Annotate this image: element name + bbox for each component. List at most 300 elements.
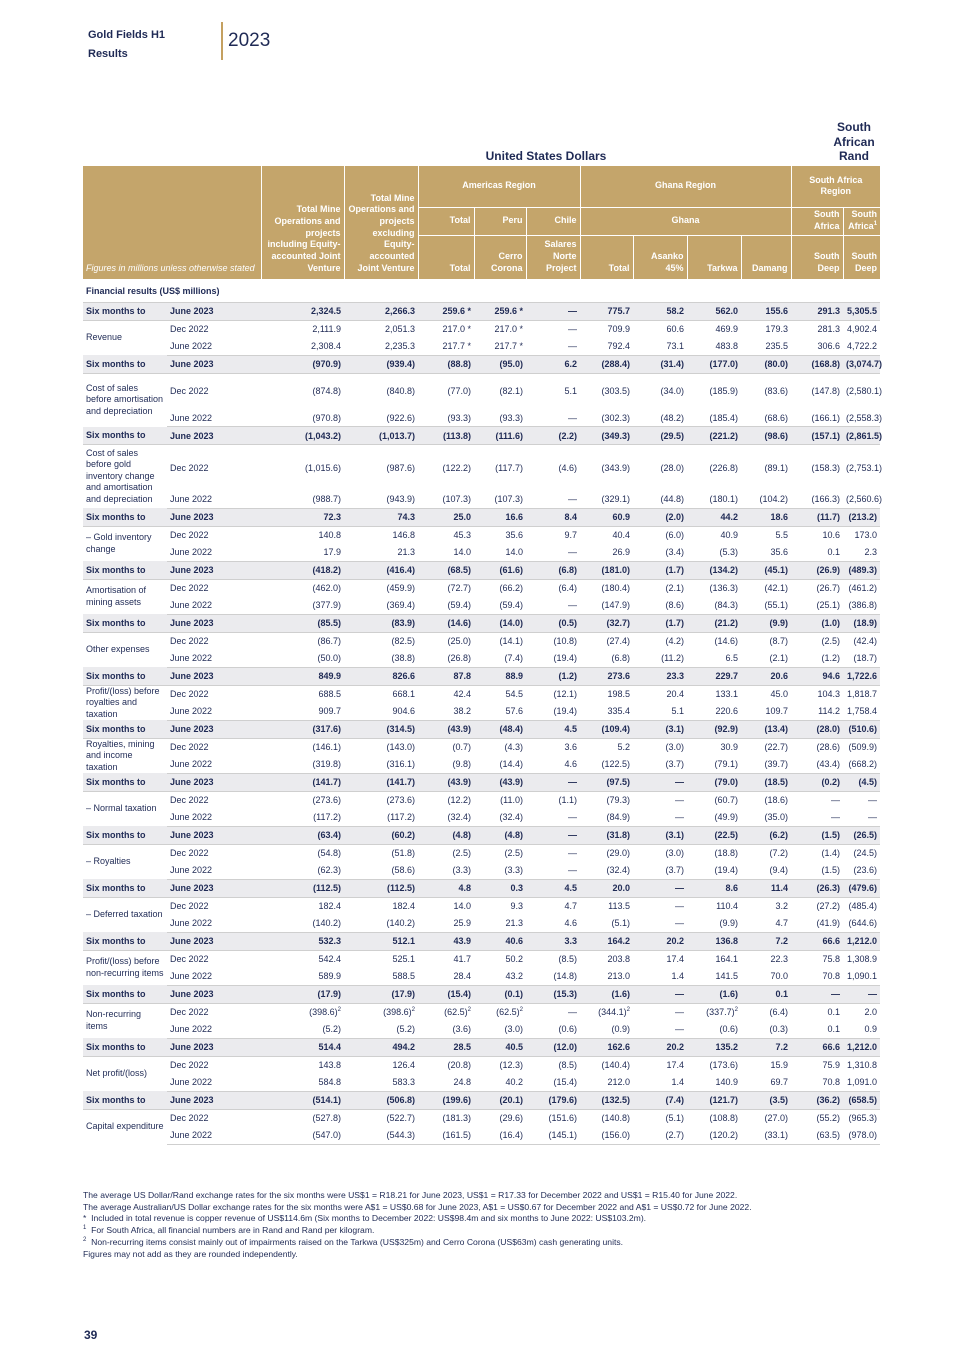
currency-usd-heading: United States Dollars <box>485 149 607 163</box>
data-row <box>83 409 880 427</box>
value-text: (14.0) <box>499 618 524 628</box>
value-cell <box>687 1091 741 1109</box>
period-cell: Dec 2022 <box>170 583 209 593</box>
value-text: 1,758.4 <box>847 706 878 716</box>
value-cell <box>633 1074 687 1092</box>
value-cell <box>791 1109 843 1127</box>
value-cell <box>741 409 791 427</box>
value-cell <box>843 985 880 1003</box>
value-text: (416.4) <box>386 565 416 575</box>
value-cell <box>687 932 741 950</box>
value-text: (43.9) <box>447 777 472 787</box>
summary-row <box>83 879 880 897</box>
value-cell <box>261 544 344 562</box>
value-text: (9.4) <box>769 865 789 875</box>
value-cell <box>526 826 580 844</box>
value-cell <box>526 597 580 615</box>
value-cell <box>526 338 580 356</box>
value-text: (273.6) <box>312 795 342 805</box>
value-text: (14.1) <box>499 636 524 646</box>
value-text: (79.0) <box>714 777 739 787</box>
value-text: (5.1) <box>611 918 631 928</box>
row-label: Six months to <box>83 879 167 897</box>
value-text: (2,580.1) <box>846 386 883 397</box>
value-cell <box>687 1056 741 1074</box>
period-cell: June 2023 <box>167 561 261 579</box>
footnote-2-marker: 2 <box>734 1007 739 1013</box>
value-cell <box>261 427 344 445</box>
value-text: (28.6) <box>816 742 841 752</box>
value-text: 173.0 <box>854 530 878 540</box>
value-text: (25.0) <box>447 636 472 646</box>
value-cell <box>261 685 344 703</box>
value-text: 110.4 <box>716 901 739 911</box>
value-cell <box>344 720 418 738</box>
value-text: (168.8) <box>811 359 841 369</box>
value-cell <box>261 632 344 650</box>
value-cell <box>418 302 474 320</box>
value-text: (344.1) <box>598 1007 627 1017</box>
value-cell <box>526 968 580 986</box>
value-text: (50.0) <box>317 653 342 663</box>
value-cell <box>741 915 791 933</box>
value-text: (147.9) <box>601 600 631 610</box>
data-row <box>83 544 880 562</box>
value-text: 583.3 <box>392 1077 416 1087</box>
period-cell: June 2022 <box>167 544 261 562</box>
value-cell <box>418 1074 474 1092</box>
value-cell <box>741 320 791 338</box>
value-text: — <box>568 341 578 351</box>
value-cell <box>344 320 418 338</box>
value-text: — <box>568 494 578 504</box>
value-text: 38.2 <box>453 706 472 716</box>
row-label: Six months to <box>83 1091 167 1109</box>
value-text: 54.5 <box>505 689 524 699</box>
value-cell <box>474 915 526 933</box>
value-text: 3.6 <box>564 742 578 752</box>
value-text: (98.6) <box>764 430 789 441</box>
value-text: (62.5) <box>496 1007 520 1017</box>
value-cell <box>418 915 474 933</box>
value-cell <box>791 491 843 509</box>
value-text: (2.7) <box>665 1130 685 1140</box>
value-cell <box>344 445 418 491</box>
value-cell <box>843 809 880 827</box>
value-cell <box>526 879 580 897</box>
value-cell <box>344 508 418 526</box>
period-cell: June 2023 <box>167 826 261 844</box>
value-text: (27.0) <box>764 1113 789 1123</box>
value-cell <box>344 932 418 950</box>
value-cell <box>474 950 526 968</box>
value-cell <box>261 756 344 774</box>
row-label: Six months to <box>83 1038 167 1056</box>
footnote-2-marker: 2 <box>337 1007 342 1013</box>
value-cell <box>843 632 880 650</box>
value-text: (978.0) <box>848 1130 878 1140</box>
value-text: (62.5) <box>444 1007 468 1017</box>
value-text: (27.2) <box>816 901 841 911</box>
value-cell <box>474 427 526 445</box>
value-text: (970.9) <box>312 359 342 369</box>
value-text: (151.6) <box>548 1113 578 1123</box>
value-cell <box>791 373 843 409</box>
summary-row <box>83 826 880 844</box>
value-text: (181.3) <box>442 1113 472 1123</box>
value-cell <box>741 508 791 526</box>
value-text: (104.2) <box>759 494 789 504</box>
value-text: (173.6) <box>709 1060 739 1070</box>
value-text: (398.6) <box>383 1007 412 1017</box>
value-cell <box>687 632 741 650</box>
value-text: (25.1) <box>816 600 841 610</box>
line-item-label: Other expenses <box>86 644 150 654</box>
value-cell <box>843 409 883 427</box>
period-cell: June 2023 <box>167 932 261 950</box>
value-cell <box>418 1056 474 1074</box>
value-cell <box>261 1074 344 1092</box>
value-cell <box>791 738 843 756</box>
value-text: (166.3) <box>811 494 841 504</box>
value-cell <box>843 1021 880 1039</box>
mine-south-deep-header: South Deep <box>791 235 843 279</box>
value-text: (35.0) <box>764 812 789 822</box>
value-cell <box>418 809 474 827</box>
value-text: (48.4) <box>499 724 524 734</box>
value-text: (86.7) <box>317 636 342 646</box>
value-cell <box>261 526 344 544</box>
value-cell <box>791 1127 843 1145</box>
value-cell <box>687 427 741 445</box>
value-cell <box>791 650 843 668</box>
value-text: (136.3) <box>709 583 739 593</box>
value-cell <box>741 445 791 491</box>
value-text: (34.0) <box>660 386 685 397</box>
value-cell <box>526 685 580 703</box>
brand-line-1: Gold Fields H1 <box>88 29 166 41</box>
value-text: (31.8) <box>606 830 631 840</box>
value-text: (29.5) <box>660 430 685 441</box>
row-label: Six months to <box>83 985 167 1003</box>
value-text: (107.3) <box>494 494 524 504</box>
value-text: 514.4 <box>318 1042 342 1052</box>
value-text: — <box>868 989 878 999</box>
value-cell <box>344 773 418 791</box>
value-cell <box>687 879 741 897</box>
value-text: (68.5) <box>447 565 472 575</box>
value-text: 532.3 <box>318 936 342 946</box>
value-cell <box>344 968 418 986</box>
value-cell <box>418 1091 474 1109</box>
value-text: (23.6) <box>853 865 878 875</box>
value-cell <box>526 302 580 320</box>
footnote-star-text: Included in total revenue is copper revenue of US$114.6m (Six months to December 2022: US$98.4m and six months to June 2022: US$103.2m). <box>91 1213 647 1224</box>
value-cell <box>633 773 687 791</box>
value-cell <box>526 320 580 338</box>
value-text: (93.3) <box>447 412 472 423</box>
data-row <box>83 685 880 703</box>
value-cell <box>261 1056 344 1074</box>
value-text: (3.7) <box>665 759 685 769</box>
row-label: Six months to <box>83 932 167 950</box>
value-cell <box>580 844 633 862</box>
period-cell: Dec 2022 <box>170 848 209 858</box>
value-text: — <box>568 600 578 610</box>
period-cell: June 2023 <box>167 879 261 897</box>
value-text: 212.0 <box>607 1077 631 1087</box>
value-text: (1.2) <box>821 653 841 663</box>
value-cell <box>418 561 474 579</box>
period-cell: Dec 2022 <box>170 386 209 397</box>
value-text: (988.7) <box>312 494 342 504</box>
value-text: (27.4) <box>606 636 631 646</box>
value-text: (185.4) <box>709 412 739 423</box>
value-text: (3.0) <box>665 742 685 752</box>
value-text: 40.4 <box>612 530 631 540</box>
value-text: 584.8 <box>318 1077 342 1087</box>
value-cell <box>526 791 580 809</box>
value-cell <box>580 355 633 373</box>
value-cell <box>344 826 418 844</box>
value-text: (1.7) <box>665 618 685 628</box>
value-text: 709.9 <box>607 324 631 334</box>
value-text: 164.1 <box>715 954 739 964</box>
period-cell: June 2022 <box>167 968 261 986</box>
value-cell <box>526 1074 580 1092</box>
value-cell <box>344 491 418 509</box>
value-text: (55.1) <box>764 600 789 610</box>
value-cell <box>687 597 741 615</box>
value-cell <box>741 632 791 650</box>
value-cell <box>633 1003 687 1021</box>
value-text: (7.4) <box>665 1095 685 1105</box>
value-cell <box>580 373 633 409</box>
value-cell <box>687 526 741 544</box>
value-cell <box>687 862 741 880</box>
value-text: — <box>568 777 578 787</box>
row-label: Six months to <box>83 355 167 373</box>
value-text: (3,074.7) <box>846 359 883 369</box>
value-text: — <box>568 830 578 840</box>
value-text: (12.2) <box>447 795 472 805</box>
row-label: Six months to <box>83 427 167 445</box>
data-row <box>83 968 880 986</box>
value-text: (319.8) <box>312 759 342 769</box>
value-text: (156.0) <box>601 1130 631 1140</box>
value-cell <box>261 809 344 827</box>
value-text: 1,212.0 <box>847 1042 878 1052</box>
value-text: (32.7) <box>606 618 631 628</box>
value-cell <box>633 302 687 320</box>
row-label: Six months to <box>83 773 167 791</box>
value-text: (97.5) <box>606 777 631 787</box>
value-cell <box>344 1127 418 1145</box>
value-cell <box>474 968 526 986</box>
value-text: (343.9) <box>601 462 631 473</box>
value-cell <box>580 791 633 809</box>
value-text: 220.6 <box>715 706 739 716</box>
value-text: (11.2) <box>661 653 685 663</box>
value-text: (88.8) <box>447 359 472 369</box>
value-cell <box>526 1091 580 1109</box>
value-cell <box>474 773 526 791</box>
value-text: 70.8 <box>822 1077 841 1087</box>
value-text: 20.4 <box>666 689 685 699</box>
value-text: (60.2) <box>391 830 416 840</box>
value-text: 494.2 <box>392 1042 416 1052</box>
value-text: (4.5) <box>858 777 878 787</box>
value-cell <box>791 773 843 791</box>
value-cell <box>344 302 418 320</box>
value-cell <box>741 773 791 791</box>
value-text: (874.8) <box>312 386 342 397</box>
value-cell <box>580 1056 633 1074</box>
value-cell <box>580 409 633 427</box>
data-row <box>83 1109 880 1127</box>
value-text: (140.4) <box>601 1060 631 1070</box>
value-text: 41.7 <box>453 954 472 964</box>
value-text: 2,111.9 <box>312 324 342 334</box>
value-text: (658.5) <box>848 1095 878 1105</box>
value-text: (92.9) <box>714 724 739 734</box>
value-text: (43.9) <box>447 724 472 734</box>
value-text: 1,090.1 <box>847 971 878 981</box>
value-cell <box>580 932 633 950</box>
value-cell <box>261 1109 344 1127</box>
value-text: (8.5) <box>558 1060 578 1070</box>
value-text: (5.2) <box>396 1024 416 1034</box>
period-cell: June 2023 <box>167 355 261 373</box>
value-text: 217.0 * <box>494 324 524 334</box>
value-text: (199.6) <box>442 1095 472 1105</box>
value-cell <box>687 302 741 320</box>
value-cell <box>261 1091 344 1109</box>
brand-title <box>88 26 165 64</box>
period-cell: Dec 2022 <box>170 954 209 964</box>
value-cell <box>580 915 633 933</box>
data-row <box>83 338 880 356</box>
value-cell <box>474 579 526 597</box>
value-text: (121.7) <box>709 1095 739 1105</box>
value-text: (20.8) <box>447 1060 472 1070</box>
value-text: 113.5 <box>608 901 631 911</box>
value-cell <box>741 1127 791 1145</box>
row-label: Six months to <box>83 614 167 632</box>
value-text: — <box>868 812 878 822</box>
value-cell <box>474 685 526 703</box>
south-africa-region-header: South Africa Region <box>791 166 880 207</box>
value-text: (117.2) <box>313 812 342 822</box>
value-text: (0.9) <box>611 1024 631 1034</box>
value-text: (1.6) <box>719 989 739 999</box>
value-text: (134.2) <box>709 565 739 575</box>
value-text: (22.5) <box>714 830 739 840</box>
value-cell <box>526 1021 580 1039</box>
value-text: 74.3 <box>397 512 416 522</box>
value-text: 30.9 <box>720 742 739 752</box>
value-text: 213.0 <box>607 971 631 981</box>
value-text: 60.9 <box>612 512 631 522</box>
value-text: (18.5) <box>764 777 789 787</box>
value-cell <box>741 373 791 409</box>
value-text: — <box>675 1024 685 1034</box>
value-text: (1,013.7) <box>378 430 416 441</box>
value-text: 2,266.3 <box>384 306 416 316</box>
value-text: 0.1 <box>775 989 789 999</box>
footnote-2-marker: 2 <box>626 1007 631 1013</box>
value-text: 44.2 <box>720 512 739 522</box>
value-text: (89.1) <box>764 462 789 473</box>
value-cell <box>526 427 580 445</box>
value-text: (1.5) <box>821 830 841 840</box>
value-cell <box>580 632 633 650</box>
country-south-africa-zar-label: South Africa <box>848 209 878 231</box>
value-text: 4.5 <box>564 883 578 893</box>
footnote-usd-rand-rates: The average US Dollar/Rand exchange rates for the six months were US$1 = R18.21 for June 2023, US$1 = R17.33 for December 2022 and US$1 = R15.40 for June 2022. <box>83 1190 738 1200</box>
summary-row <box>83 561 880 579</box>
value-text: 4.5 <box>564 724 578 734</box>
period-cell: June 2023 <box>167 985 261 1003</box>
value-cell <box>843 826 880 844</box>
line-item-label: – Royalties <box>86 856 131 866</box>
value-cell <box>580 703 633 721</box>
value-text: (3.1) <box>665 724 685 734</box>
value-text: (36.2) <box>816 1095 841 1105</box>
value-cell <box>261 409 344 427</box>
value-text: (527.8) <box>312 1113 342 1123</box>
value-text: (2.5) <box>452 848 472 858</box>
value-text: (82.5) <box>391 636 416 646</box>
value-cell <box>418 932 474 950</box>
period-cell: June 2022 <box>167 1074 261 1092</box>
value-text: 20.2 <box>666 1042 685 1052</box>
value-text: (107.3) <box>442 494 472 504</box>
value-text: 73.1 <box>666 341 685 351</box>
value-text: 17.4 <box>666 1060 685 1070</box>
value-text: — <box>568 865 578 875</box>
value-cell <box>526 950 580 968</box>
value-text: (644.6) <box>848 918 878 928</box>
row-label: Six months to <box>83 667 167 685</box>
value-text: (18.7) <box>853 653 878 663</box>
value-text: (15.4) <box>553 1077 578 1087</box>
value-cell <box>474 756 526 774</box>
value-text: — <box>831 989 841 999</box>
value-text: (185.9) <box>709 386 739 397</box>
value-text: (122.5) <box>601 759 631 769</box>
value-text: 140.8 <box>318 530 342 540</box>
value-cell <box>741 1074 791 1092</box>
value-cell <box>418 1038 474 1056</box>
value-cell <box>687 915 741 933</box>
value-text: 198.5 <box>607 689 631 699</box>
value-cell <box>344 879 418 897</box>
value-cell <box>633 650 687 668</box>
value-text: 164.2 <box>607 936 631 946</box>
value-cell <box>344 667 418 685</box>
value-cell <box>843 897 880 915</box>
value-text: (132.5) <box>601 1095 631 1105</box>
row-label: Six months to <box>83 720 167 738</box>
value-cell <box>474 809 526 827</box>
value-text: (544.3) <box>386 1130 416 1140</box>
value-cell <box>418 338 474 356</box>
value-cell <box>843 650 880 668</box>
value-text: 66.6 <box>822 936 841 946</box>
value-cell <box>791 844 843 862</box>
line-item-label: Profit/(loss) before non-recurring items <box>86 956 164 978</box>
